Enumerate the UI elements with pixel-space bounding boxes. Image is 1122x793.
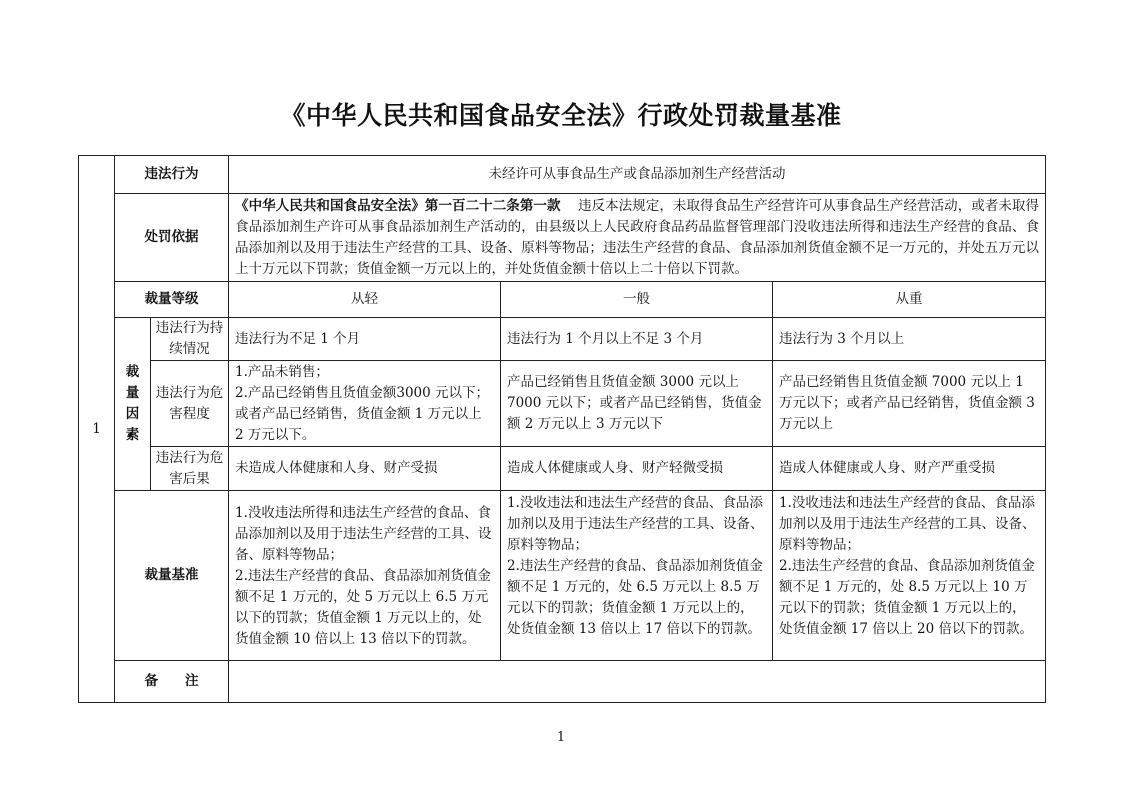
harm-degree-heavy: 产品已经销售且货值金额 7000 元以上 1 万元以下；或者产品已经销售，货值金额 3 万元以上	[773, 361, 1046, 447]
duration-light: 违法行为不足 1 个月	[229, 318, 501, 361]
harm-degree-light: 1.产品未销售； 2.产品已经销售且货值金额3000 元以下；或者产品已经销售，货值金额 1 万元以上 2 万元以下。	[229, 361, 501, 447]
violation-label: 违法行为	[115, 156, 229, 194]
harm-result-heavy: 造成人体健康或人身、财产严重受损	[773, 447, 1046, 491]
remark-text	[229, 661, 1046, 703]
harm-result-light: 未造成人体健康和人身、财产受损	[229, 447, 501, 491]
factors-label: 裁 量 因 素	[115, 318, 151, 491]
basis-cell	[229, 194, 1046, 282]
standard-normal: 1.没收违法和违法生产经营的食品、食品添加剂以及用于违法生产经营的工具、设备、原料等物品； 2.违法生产经营的食品、食品添加剂货值金额不足 1 万元的，处 6.5 万元以上 8.5 万元以下的罚款；货值金额 1 万元以上的，处货值金额 13 倍以上 17 倍以下的罚款。	[501, 491, 773, 661]
harm-degree-normal: 产品已经销售且货值金额 3000 元以上 7000 元以下；或者产品已经销售，货值金额 2 万元以上 3 万元以下	[501, 361, 773, 447]
duration-normal: 违法行为 1 个月以上不足 3 个月	[501, 318, 773, 361]
level-light: 从轻	[229, 282, 501, 318]
standard-heavy: 1.没收违法和违法生产经营的食品、食品添加剂以及用于违法生产经营的工具、设备、原料等物品； 2.违法生产经营的食品、食品添加剂货值金额不足 1 万元的，处 8.5 万元以上 10 万元以下的罚款；货值金额 1 万元以上的，处货值金额 17 倍以上 20 倍以下的罚款。	[773, 491, 1046, 661]
discretion-table	[78, 155, 1046, 703]
violation-text: 未经许可从事食品生产或食品添加剂生产经营活动	[229, 156, 1046, 194]
standard-light: 1.没收违法所得和违法生产经营的食品、食品添加剂以及用于违法生产经营的工具、设备、原料等物品； 2.违法生产经营的食品、食品添加剂货值金额不足 1 万元的，处 5 万元以上 6.5 万元以下的罚款；货值金额 1 万元以上的，处货值金额 10 倍以上 13 倍以下的罚款。	[229, 491, 501, 661]
level-normal: 一般	[501, 282, 773, 318]
basis-label: 处罚依据	[115, 194, 229, 282]
level-heavy: 从重	[773, 282, 1046, 318]
harm-result-label: 违法行为危害后果	[151, 447, 229, 491]
duration-heavy: 违法行为 3 个月以上	[773, 318, 1046, 361]
duration-label: 违法行为持续情况	[151, 318, 229, 361]
row-number: 1	[79, 156, 115, 703]
basis-title: 《中华人民共和国食品安全法》第一百二十二条第一款	[235, 197, 561, 214]
basis-text: 违反本法规定，未取得食品生产经营许可从事食品生产经营活动，或者未取得食品添加剂生产许可从事食品添加剂生产活动的，由县级以上人民政府食品药品监督管理部门没收违法所得和违法生产经营的食品、食品添加剂以及用于违法生产经营的工具、设备、原料等物品；违法生产经营的食品、食品添加剂货值金额不足一万元的，并处五万元以上十万元以下罚款；货值金额一万元以上的，并处货值金额十倍以上二十倍以下罚款。	[235, 197, 1040, 277]
level-label: 裁量等级	[115, 282, 229, 318]
document-title: 《中华人民共和国食品安全法》行政处罚裁量基准	[280, 101, 842, 130]
remark-label: 备 注	[115, 661, 229, 703]
page-number: 1	[556, 730, 566, 745]
harm-degree-label: 违法行为危害程度	[151, 361, 229, 447]
harm-result-normal: 造成人体健康或人身、财产轻微受损	[501, 447, 773, 491]
standard-label: 裁量基准	[115, 491, 229, 661]
